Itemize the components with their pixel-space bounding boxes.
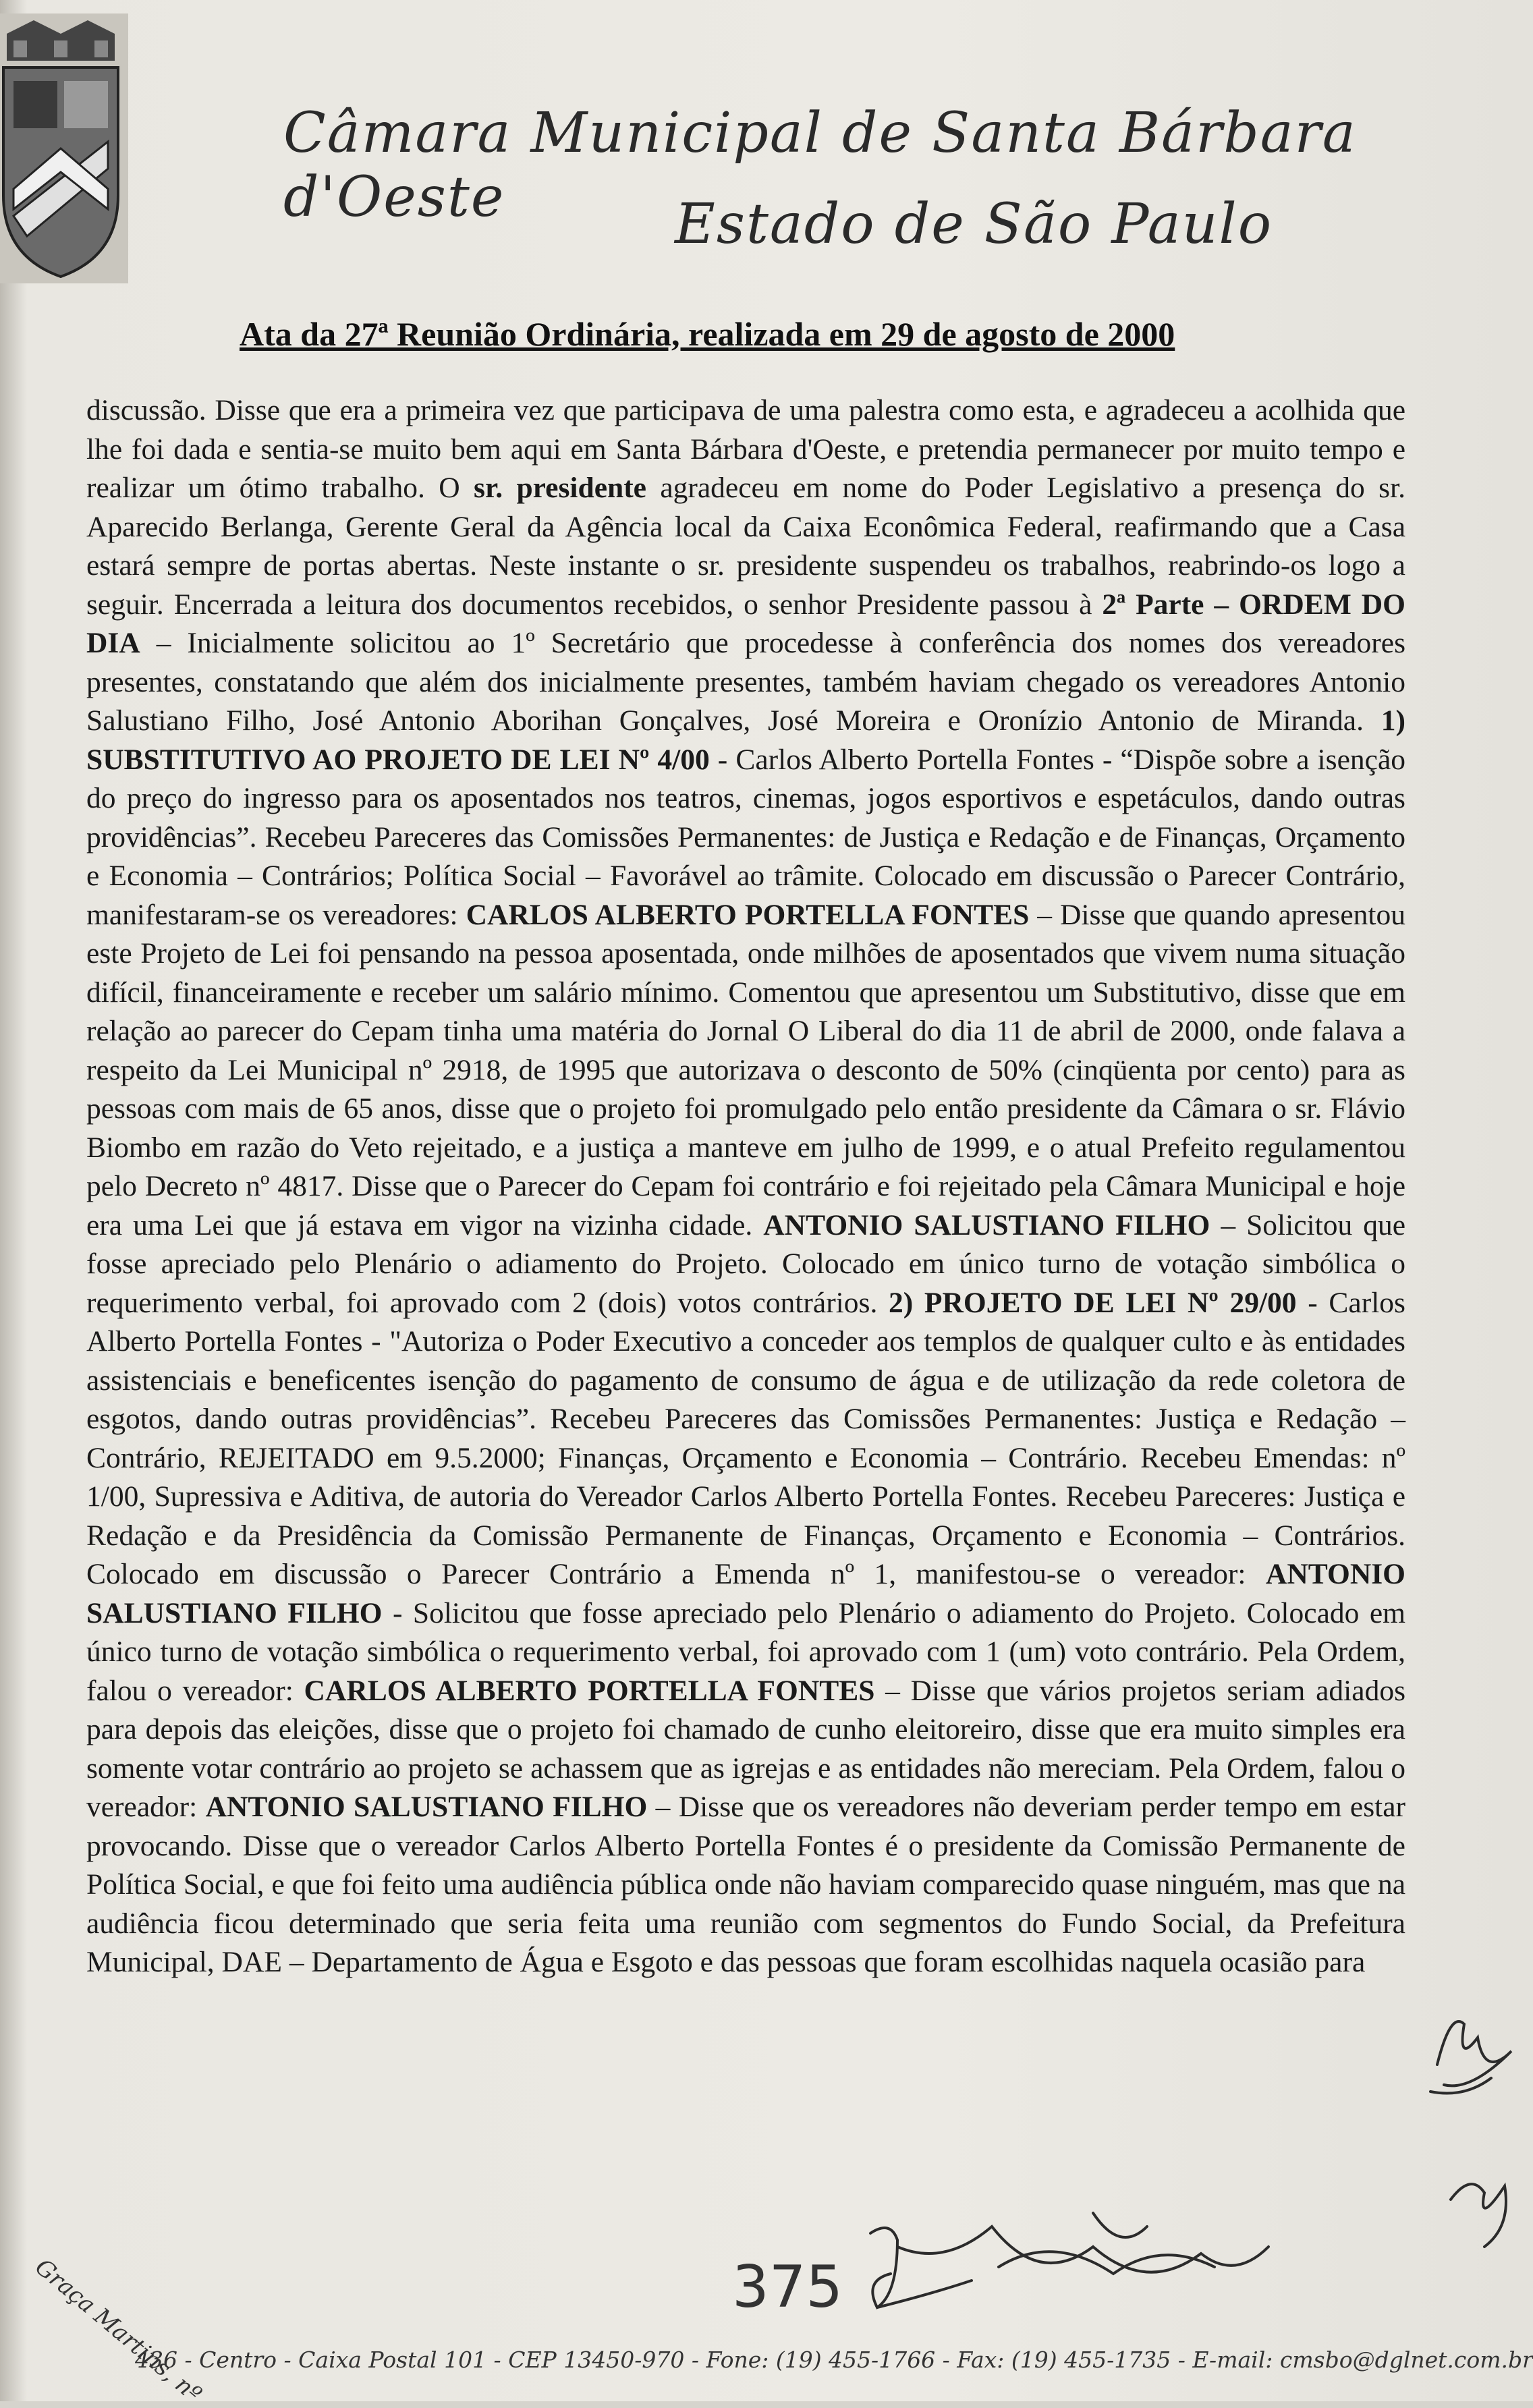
- page-number: 375: [732, 2253, 843, 2321]
- footer-street: Graça Martins, nº: [30, 2253, 207, 2408]
- text-segment: – Disse que os vereadores não deveriam perder tempo em estar provocando. Disse que o vereador Carlos Alberto Portella Fontes é o presidente da Comissão Permanente de Política Social, e que foi feito uma audiência pública onde não haviam comparecido quase ninguém, mas que na audiência ficou determinado que seria feita uma reunião com segmentos do Fundo Social, da Prefeitura Municipal, DAE – Departamento de Água e Esgoto e das pessoas que foram escolhidas naquela ocasião para: [86, 1791, 1406, 1978]
- bold-segment: ANTONIO SALUSTIANO FILHO: [86, 1558, 1405, 1629]
- text-segment: - Carlos Alberto Portella Fontes - "Autoriza o Poder Executivo a conceder aos templos de qualquer culto e às entidades assistenciais e beneficentes isenção do pagamento de consumo de água e de utilização da rede coletora de esgotos, dando outras providências”. Recebeu Pareceres das Comissões Permanentes: Justiça e Redação – Contrário, REJEITADO em 9.5.2000; Finanças, Orçamento e Economia – Contrário. Recebeu Emendas: nº 1/00, Supressiva e Aditiva, de autoria do Vereador Carlos Alberto Portella Fontes. Recebeu Pareceres: Justiça e Redação e da Presidência da Comissão Permanente de Finanças, Orçamento e Economia – Contrários. Colocado em discussão o Parecer Contrário a Emenda nº 1, manifestou-se o vereador:: [86, 1286, 1405, 1590]
- text-segment: discussão. Disse que era a primeira vez que participava de uma palestra como esta, e agradeceu a acolhida que lhe foi dada e sentia-se muito bem aqui em Santa Bárbara d'Oeste, e pretendia permanecer por muito tempo e realizar um ótimo trabalho. O: [86, 394, 1405, 504]
- municipal-coat-of-arms-icon: [0, 13, 128, 283]
- bold-segment: sr. presidente: [474, 472, 646, 504]
- text-segment: - Carlos Alberto Portella Fontes - “Dispõe sobre a isenção do preço do ingresso para os aposentados nos teatros, cinemas, jogos esportivos e espetáculos, dando outras providências”. Recebeu Pareceres das Comissões Permanentes: de Justiça e Redação e de Finanças, Orçamento e Economia – Contrários; Política Social – Favorável ao trâmite. Colocado em discussão o Parecer Contrário, manifestaram-se os vereadores:: [86, 743, 1405, 931]
- document-title: Ata da 27ª Reunião Ordinária, realizada em 29 de agosto de 2000: [240, 315, 1175, 353]
- state-name-heading: Estado de São Paulo: [675, 192, 1273, 256]
- bold-segment: 1) SUBSTITUTIVO AO PROJETO DE LEI Nº 4/00: [86, 704, 1405, 776]
- bold-segment: ANTONIO SALUSTIANO FILHO: [763, 1208, 1210, 1241]
- text-segment: – Solicitou que fosse apreciado pelo Plenário o adiamento do Projeto. Colocado em único turno de votação simbólica o requerimento verbal, foi aprovado com 2 (dois) votos contrários.: [86, 1208, 1406, 1319]
- text-segment: - Solicitou que fosse apreciado pelo Plenário o adiamento do Projeto. Colocado em único turno de votação simbólica o requerimento verbal, foi aprovado com 1 (um) voto contrário. Pela Ordem, falou o vereador:: [86, 1596, 1405, 1707]
- text-segment: – Inicialmente solicitou ao 1º Secretário que procedesse à conferência dos nomes dos vereadores presentes, constatando que além dos inicialmente presentes, também haviam chegado os vereadores Antonio Salustiano Filho, José Antonio Aborihan Gonçalves, José Moreira e Oronízio Antonio de Miranda.: [86, 627, 1405, 737]
- text-segment: – Disse que vários projetos seriam adiados para depois das eleições, disse que o projeto foi chamado de cunho eleitoreiro, disse que era muito simples era somente votar contrário ao projeto se achassem que as igrejas e as entidades não mereciam. Pela Ordem, falou o vereador:: [86, 1674, 1405, 1823]
- bold-segment: CARLOS ALBERTO PORTELLA FONTES: [466, 898, 1030, 931]
- chamber-name-heading: Câmara Municipal de Santa Bárbara d'Oeste: [283, 101, 1357, 229]
- bold-segment: CARLOS ALBERTO PORTELLA FONTES: [304, 1674, 875, 1707]
- minutes-body-text: [86, 391, 1405, 1982]
- text-segment: agradeceu em nome do Poder Legislativo a presença do sr. Aparecido Berlanga, Gerente Geral da Agência local da Caixa Econômica Federal, reafirmando que a Casa estará sempre de portas abertas. Neste instante o sr. presidente suspendeu os trabalhos, reabrindo-os logo a seguir. Encerrada a leitura dos documentos recebidos, o senhor Presidente passou à: [86, 472, 1406, 621]
- bold-segment: 2ª Parte – ORDEM DO DIA: [86, 588, 1405, 659]
- bold-segment: 2) PROJETO DE LEI Nº 29/00: [889, 1286, 1297, 1319]
- text-segment: – Disse que quando apresentou este Projeto de Lei foi pensando na pessoa aposentada, onde milhões de aposentados que vivem numa situação difícil, financeiramente e receber um salário mínimo. Comentou que apresentou um Substitutivo, disse que em relação ao parecer do Cepam tinha uma matéria do Jornal O Liberal do dia 11 de abril de 2000, onde falava a respeito da Lei Municipal nº 2918, de 1995 que autorizava o desconto de 50% (cinqüenta por cento) para as pessoas com mais de 65 anos, disse que o projeto foi promulgado pelo então presidente da Câmara o sr. Flávio Biombo em razão do Veto rejeitado, e a justiça a manteve em julho de 1999, e o atual Prefeito regulamentou pelo Decreto nº 4817. Disse que o Parecer do Cepam foi contrário e foi rejeitado pela Câmara Municipal e hoje era uma Lei que já estava em vigor na vizinha cidade.: [86, 898, 1405, 1241]
- footer-address: 436 - Centro - Caixa Postal 101 - CEP 13450-970 - Fone: (19) 455-1766 - Fax: (19) 455-1735 - E-mail: cmsbo@dglnet.com.br: [135, 2347, 1533, 2373]
- bold-segment: ANTONIO SALUSTIANO FILHO: [205, 1791, 648, 1823]
